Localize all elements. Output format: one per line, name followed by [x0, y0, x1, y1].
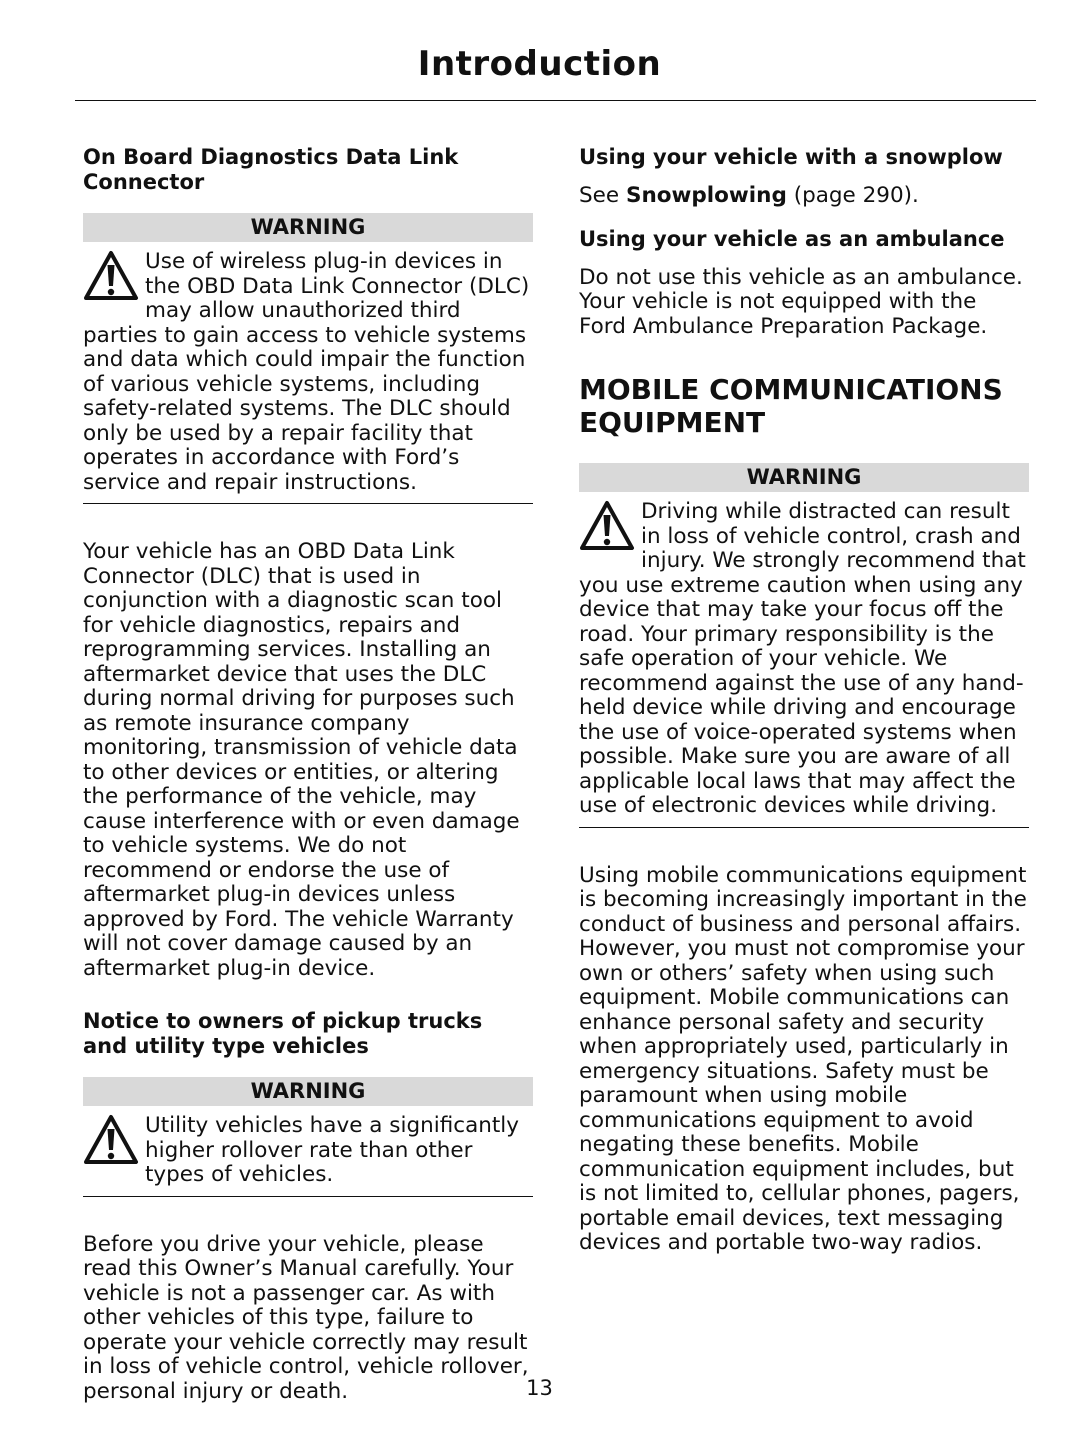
- obd-warning-box: [83, 213, 533, 504]
- warning-triangle-icon: [579, 500, 635, 552]
- warning-triangle-icon: [83, 250, 139, 302]
- obd-warning-text: Use of wireless plug-in devices in the OBD Data Link Connector (DLC) may allow unauthorized third parties to gain access to vehicle systems and data which could impair the function of various vehicle systems, including safety-related systems. The DLC should only be used by a repair facility that operates in accordance with Ford’s service and repair instructions.: [83, 249, 530, 495]
- obd-paragraph: Your vehicle has an OBD Data Link Connector (DLC) that is used in conjunction with a diagnostic scan tool for vehicle diagnostics, repairs and reprogramming services. Installing an aftermarket device that uses the DLC during normal driving for purposes such as remote insurance company monitoring, transmission of vehicle data to other devices or entities, or altering the performance of the vehicle, may cause interference with or even damage to vehicle systems. We do not recommend or endorse the use of aftermarket plug-in devices unless approved by Ford. The vehicle Warranty will not cover damage caused by an aftermarket plug-in device.: [83, 539, 520, 981]
- snowplow-reference: [579, 184, 1029, 209]
- ambulance-heading: Using your vehicle as an ambulance: [579, 226, 1005, 251]
- mobile-warning-box: [579, 463, 1029, 828]
- left-column: [83, 145, 533, 1422]
- pickup-warning-text: Utility vehicles have a significantly higher rollover rate than other types of vehicles.: [145, 1113, 519, 1187]
- see-text: See: [579, 183, 620, 208]
- warning-label: WARNING: [83, 213, 533, 242]
- page-title: Introduction: [417, 44, 662, 84]
- mobile-warning-text: Driving while distracted can result in loss of vehicle control, crash and injury. We strongly recommend that you use extreme caution when using any device that may take your focus off the road. Your primary responsibility is the safe operation of your vehicle. We recommend against the use of any hand-held device while driving and encourage the use of voice-operated systems when possible. Make sure you are aware of all applicable local laws that may affect the use of electronic devices while driving.: [579, 499, 1026, 818]
- title-divider: [75, 100, 1036, 101]
- right-column: [579, 145, 1029, 1274]
- pickup-warning-box: [83, 1077, 533, 1197]
- warning-triangle-icon: [83, 1114, 139, 1166]
- obd-heading: On Board Diagnostics Data Link Connector: [83, 145, 459, 194]
- page-number: 13: [526, 1376, 553, 1400]
- mobile-paragraph: Using mobile communications equipment is becoming increasingly important in the conduct of business and personal affairs. However, you must not compromise your own or others’ safety when using such equipment. Mobile communications can enhance personal safety and security when appropriately used, particularly in emergency situations. Safety must be paramount when using mobile communications equipment to avoid negating these benefits. Mobile communication equipment includes, but is not limited to, cellular phones, pagers, portable email devices, text messaging devices and portable two-way radios.: [579, 862, 1027, 1255]
- mobile-heading: MOBILE COMMUNICATIONS EQUIPMENT: [579, 373, 1003, 439]
- snowplowing-link[interactable]: Snowplowing: [625, 183, 787, 208]
- pickup-paragraph: Before you drive your vehicle, please read this Owner’s Manual carefully. Your vehicle is not a passenger car. As with other vehicles of this type, failure to operate your vehicle correctly may result in loss of vehicle control, vehicle rollover, personal injury or death.: [83, 1231, 529, 1404]
- page-reference: (page 290).: [793, 183, 919, 208]
- ambulance-paragraph: Do not use this vehicle as an ambulance. Your vehicle is not equipped with the Ford Ambulance Preparation Package.: [579, 264, 1023, 339]
- snowplow-heading: Using your vehicle with a snowplow: [579, 145, 1003, 169]
- pickup-heading: Notice to owners of pickup trucks and utility type vehicles: [83, 1009, 483, 1058]
- warning-label: WARNING: [83, 1077, 533, 1106]
- warning-label: WARNING: [579, 463, 1029, 492]
